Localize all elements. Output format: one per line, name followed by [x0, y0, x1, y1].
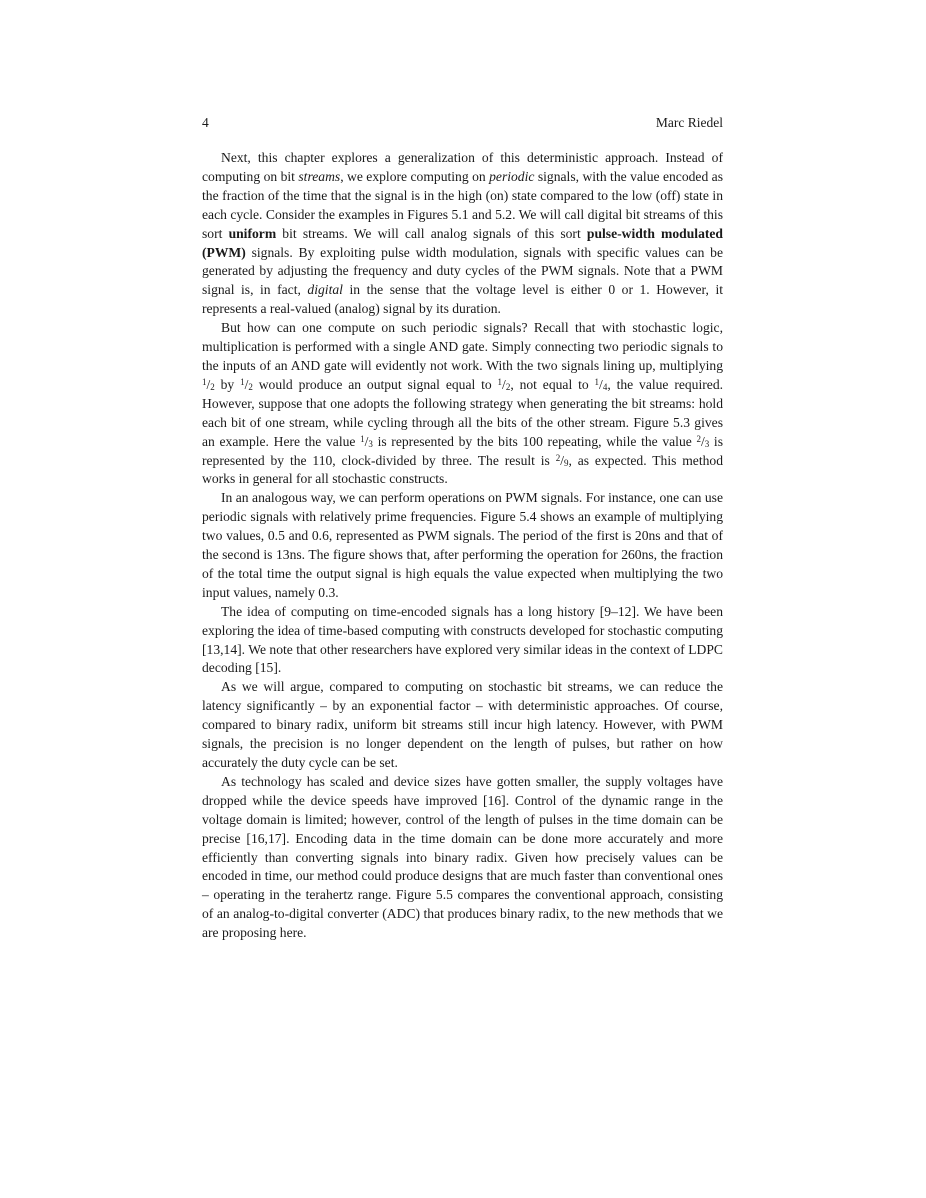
fraction-two-thirds: $^2/_3$ [696, 433, 710, 449]
fraction-half: $^1/_2$ [240, 376, 253, 392]
paragraph-6: As technology has scaled and device sizes have gotten smaller, the supply voltages have dropped while the device speeds have improved [16]. Control of the dynamic range in the voltage domain is limited; however, control of the length of pulses in the time domain can be precise [16,17]. Encoding data in the time domain can be done more accurately and more efficiently than converting signals into binary radix. Given how precisely values can be encoded in time, our method could produce designs that are much faster than conventional ones – operating in the terahertz range. Figure 5.5 compares the conventional approach, consisting of an analog-to-digital converter (ADC) that produces binary radix, to the new methods that we are proposing here. [202, 773, 723, 941]
paragraph-3: In an analogous way, we can perform operations on PWM signals. For instance, one can use periodic signals with relatively prime frequencies. Figure 5.4 shows an example of multiplying two values, 0.5 and 0.6, represented as PWM signals. The period of the first is 20ns and that of the second is 13ns. The figure shows that, after performing the operation for 260ns, the fraction of the total time the output signal is high equals the value expected when multiplying the two input values, namely 0.3. [202, 490, 723, 600]
page-number: 4 [202, 115, 209, 130]
paragraph-4: The idea of computing on time-encoded signals has a long history [9–12]. We have been exploring the idea of time-based computing with constructs developed for stochastic computing [13,14]. We note that other researchers have explored very similar ideas in the context of LDPC decoding [15]. [202, 603, 723, 676]
paragraph-1: Next, this chapter explores a generalization of this deterministic approach. Instead of computing on bit streams, we explore computing on periodic signals, with the value encoded as the fraction of the time that the signal is in the high (on) state compared to the low (off) state in each cycle. Consider the examples in Figures 5.1 and 5.2. We will call digital bit streams of this sort uniform bit streams. We will call analog signals of this sort pulse-width modulated (PWM) signals. By exploiting pulse width modulation, signals with specific values can be generated by adjusting the frequency and duty cycles of the PWM signals. Note that a PWM signal is, in fact, digital in the sense that the voltage level is either 0 or 1. However, it represents a real-valued (analog) signal by its duration. [202, 150, 723, 317]
fraction-two-ninths: $^2/_9$ [555, 452, 569, 468]
paragraph-5: As we will argue, compared to computing on stochastic bit streams, we can reduce the latency significantly – by an exponential factor – with deterministic approaches. Of course, compared to binary radix, uniform bit streams still incur high latency. However, with PWM signals, the precision is no longer dependent on the length of pulses, but rather on how accurately the duty cycle can be set. [202, 679, 723, 770]
fraction-third: $^1/_3$ [360, 433, 373, 449]
fraction-quarter: $^1/_4$ [594, 376, 608, 392]
fraction-half: $^1/_2$ [497, 376, 511, 392]
book-page [202, 115, 723, 943]
body-text [202, 149, 723, 943]
fraction-half: $^1/_2$ [202, 376, 215, 392]
paragraph-2: But how can one compute on such periodic signals? Recall that with stochastic logic, multiplication is performed with a single AND gate. Simply connecting two periodic signals to the inputs of an AND gate will evidently not work. With the two signals lining up, multiplying $^1/_2$ by $^1/_2$ would produce an output signal equal to $^1/_2$, not equal to $^1/_4$, the value required. However, suppose that one adopts the following strategy when generating the bit streams: hold each bit of one stream, while cycling through all the bits of the other stream. Figure 5.3 gives an example. Here the value $^1/_3$ is represented by the bits 100 repeating, while the value $^2/_3$ is represented by the 110, clock-divided by three. The result is $^2/_9$, as expected. This method works in general for all stochastic constructs. [202, 320, 724, 487]
author-name: Marc Riedel [655, 115, 723, 130]
running-head [202, 115, 723, 131]
